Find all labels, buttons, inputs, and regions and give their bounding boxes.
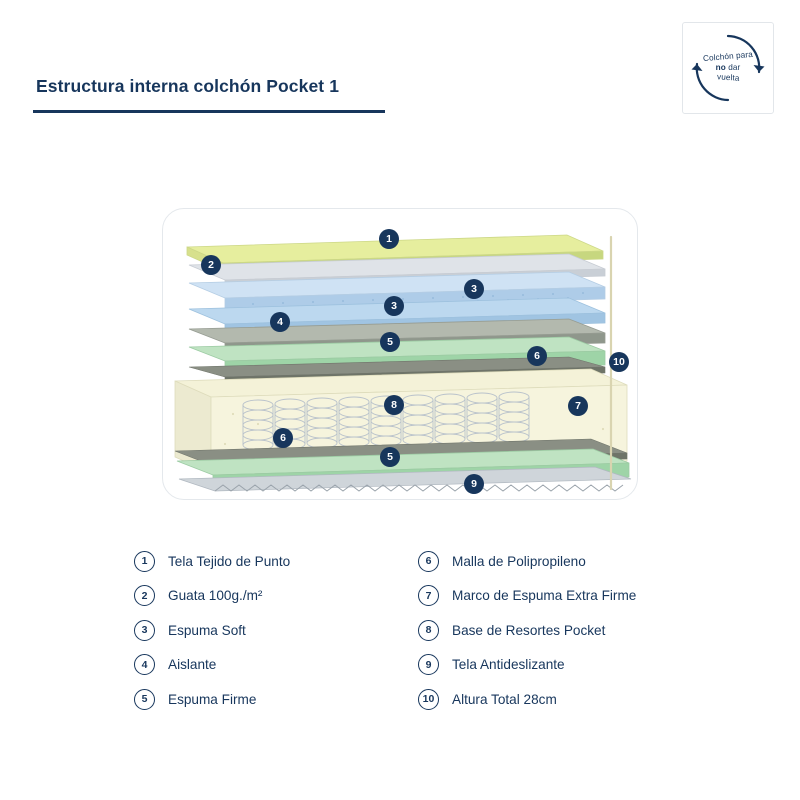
legend-item-3 [134,613,414,647]
legend-item-9 [418,648,698,682]
diagram-marker-7: 7 [568,396,588,416]
no-flip-badge [682,22,774,114]
legend-item-7 [418,579,698,613]
badge-line-2-rest: dar [725,62,741,72]
mattress-layers [163,209,639,501]
diagram-marker-9: 9 [464,474,484,494]
legend-label-10: Altura Total 28cm [452,691,557,707]
diagram-marker-5b: 5 [380,447,400,467]
legend-number-1: 1 [134,551,155,572]
legend-label-6: Malla de Polipropileno [452,553,586,569]
legend-label-3: Espuma Soft [168,622,246,638]
legend-label-9: Tela Antideslizante [452,657,565,672]
legend-label-7: Marco de Espuma Extra Firme [452,588,637,603]
legend-number-5: 5 [134,689,155,710]
badge-line-1: Colchón para [702,50,754,64]
legend-number-10: 10 [418,689,439,710]
diagram-marker-3b: 3 [384,296,404,316]
legend-item-4 [134,648,414,682]
diagram-marker-5a: 5 [380,332,400,352]
legend-number-8: 8 [418,620,439,641]
diagram-marker-2: 2 [201,255,221,275]
legend-number-4: 4 [134,654,155,675]
badge-text [682,22,774,114]
legend-number-7: 7 [418,585,439,606]
legend-number-2: 2 [134,585,155,606]
legend-item-6 [418,544,698,578]
legend-column-right [418,544,698,717]
legend-item-5 [134,682,414,716]
legend-number-3: 3 [134,620,155,641]
legend-label-2: Guata 100g./m² [168,588,263,603]
legend-item-2 [134,579,414,613]
badge-bold-word: no [715,62,726,72]
legend-label-8: Base de Resortes Pocket [452,622,606,638]
legend-item-1 [134,544,414,578]
diagram-marker-6b: 6 [273,428,293,448]
diagram-marker-8: 8 [384,395,404,415]
diagram-marker-4: 4 [270,312,290,332]
legend-column-left [134,544,414,717]
legend-label-5: Espuma Firme [168,691,257,707]
legend-label-1: Tela Tejido de Punto [168,553,291,569]
diagram-marker-3a: 3 [464,279,484,299]
diagram-marker-10: 10 [609,352,629,372]
legend-item-8 [418,613,698,647]
diagram-marker-1: 1 [379,229,399,249]
badge-line-3: vuelta [716,72,740,84]
diagram-marker-6a: 6 [527,346,547,366]
legend-number-6: 6 [418,551,439,572]
legend-number-9: 9 [418,654,439,675]
page-title: Estructura interna colchón Pocket 1 [36,76,340,96]
title-underline [33,110,385,113]
legend-label-4: Aislante [168,657,217,672]
legend-item-10 [418,682,698,716]
mattress-diagram [162,208,638,500]
